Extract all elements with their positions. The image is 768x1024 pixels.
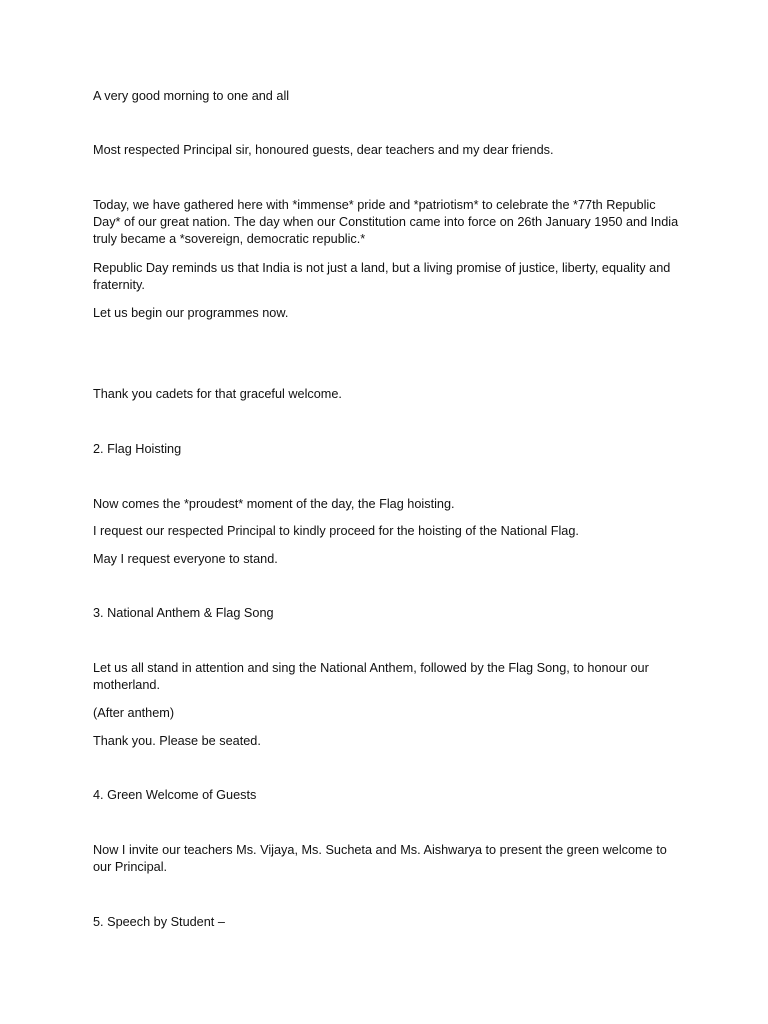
greeting-line: A very good morning to one and all xyxy=(93,89,290,103)
proudest-moment-line: Now comes the *proudest* moment of the day, the Flag hoisting. xyxy=(93,497,455,511)
section-heading-green-welcome: 4. Green Welcome of Guests xyxy=(93,788,257,802)
thank-cadets-line: Thank you cadets for that graceful welcome. xyxy=(93,387,342,401)
green-welcome-paragraph: Now I invite our teachers Ms. Vijaya, Ms. Sucheta and Ms. Aishwarya to present the green welcome to our Principal. xyxy=(93,843,667,874)
anthem-paragraph: Let us all stand in attention and sing the National Anthem, followed by the Flag Song, to honour our motherland. xyxy=(93,661,649,692)
request-principal-line: I request our respected Principal to kindly proceed for the hoisting of the National Flag. xyxy=(93,524,579,538)
begin-programmes-line: Let us begin our programmes now. xyxy=(93,306,289,320)
after-anthem-line: (After anthem) xyxy=(93,706,175,720)
intro-paragraph: Today, we have gathered here with *immense* pride and *patriotism* to celebrate the *77th Republic Day* of our great nation. The day when our Constitution came into force on 26th January 1950 and India truly became a *sovereign, democratic republic.* xyxy=(93,198,679,246)
section-heading-flag-hoisting: 2. Flag Hoisting xyxy=(93,442,182,456)
republic-day-paragraph: Republic Day reminds us that India is not just a land, but a living promise of justice, liberty, equality and fraternity. xyxy=(93,261,671,292)
please-be-seated-line: Thank you. Please be seated. xyxy=(93,734,261,748)
section-heading-national-anthem: 3. National Anthem & Flag Song xyxy=(93,606,274,620)
section-heading-student-speech: 5. Speech by Student – xyxy=(93,915,225,929)
request-stand-line: May I request everyone to stand. xyxy=(93,552,278,566)
salutation-line: Most respected Principal sir, honoured guests, dear teachers and my dear friends. xyxy=(93,143,554,157)
